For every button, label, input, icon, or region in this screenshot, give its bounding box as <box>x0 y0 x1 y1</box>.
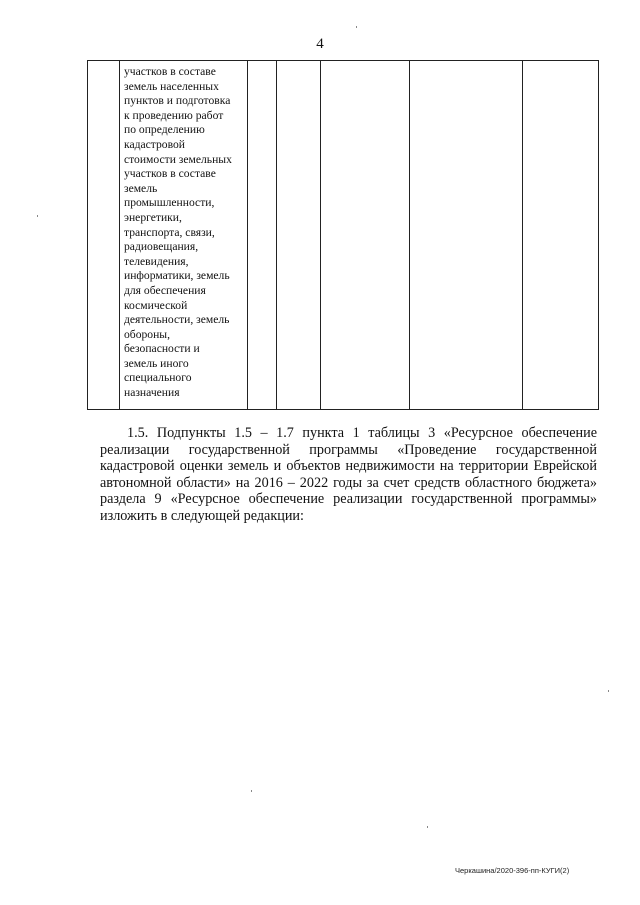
scan-speck <box>37 215 38 217</box>
body-paragraph: 1.5. Подпункты 1.5 – 1.7 пункта 1 таблицы 3 «Ресурсное обеспечение реализации государственной программы «Проведение государственной кадастровой оценки земель и объектов недвижимости на территории Еврейской автономной области» на 2016 – 2022 годы за счет средств областного бюджета» раздела 9 «Ресурсное обеспечение реализации государственной программы» изложить в следующей редакции: <box>100 425 597 524</box>
scan-speck <box>356 26 357 28</box>
table-cell-text: участков в составе земель населенных пунктов и подготовка к проведению работ по определению кадастровой стоимости земельных участков в составе земель промышленности, энергетики, транспорта, связи, радиовещания, телевидения, информатики, земель для обеспечения космической деятельности, земель обороны, безопасности и земель иного специального назначения <box>124 65 232 400</box>
table-cell-empty <box>277 61 321 410</box>
table-cell-number <box>88 61 120 410</box>
scan-speck <box>427 826 428 828</box>
table-cell-empty <box>321 61 410 410</box>
scan-speck <box>608 690 609 692</box>
scan-speck <box>251 790 252 792</box>
table-cell-description <box>120 61 248 410</box>
page-number: 4 <box>316 36 324 52</box>
continued-table <box>87 60 599 410</box>
table-row <box>88 61 599 410</box>
footer-reference: Черкашина/2020-396-пп-КУГИ(2) <box>455 866 570 875</box>
table-cell-empty <box>410 61 523 410</box>
table-cell-empty <box>523 61 599 410</box>
table-cell-empty <box>248 61 277 410</box>
